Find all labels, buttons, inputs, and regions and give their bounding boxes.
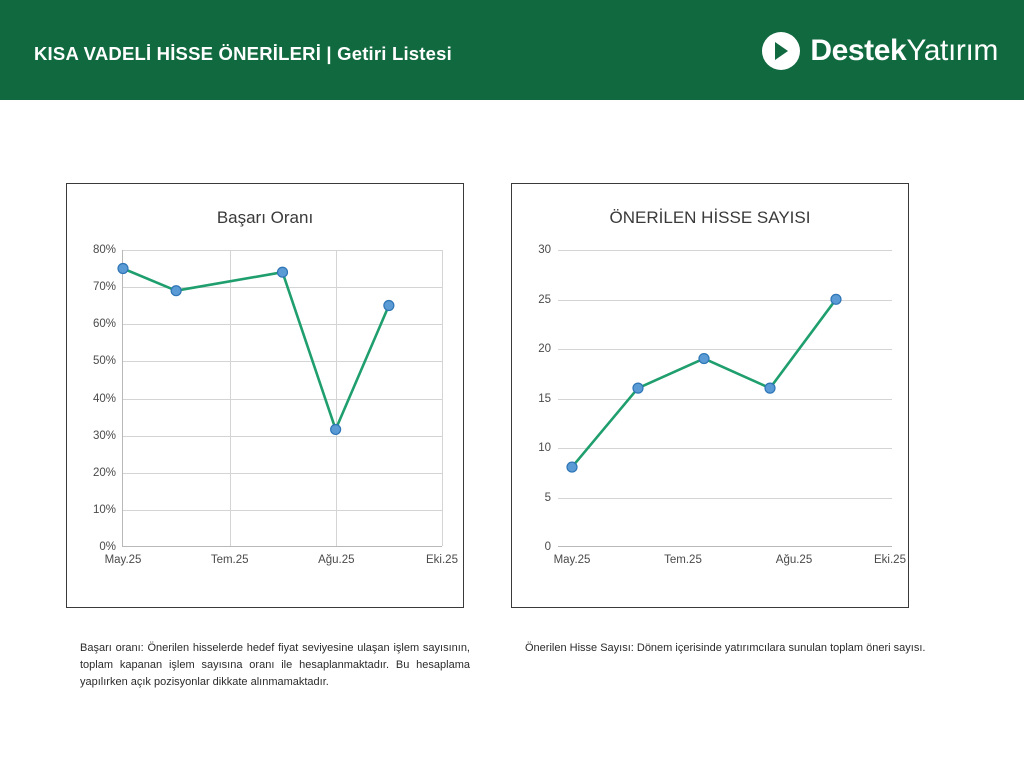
data-point-marker <box>765 383 775 393</box>
y-axis-tick-label: 60% <box>92 318 116 331</box>
data-point-marker <box>331 424 341 434</box>
chart-title-success-rate: Başarı Oranı <box>216 208 314 227</box>
brand-name-light: Yatırım <box>906 34 998 67</box>
data-point-marker <box>384 301 394 311</box>
plot-area-success-rate <box>92 244 458 566</box>
x-axis-tick-label: Eki.25 <box>874 554 906 566</box>
brand-name-bold: Destek <box>810 34 907 67</box>
page-title-secondary: Getiri Listesi <box>337 43 452 64</box>
y-axis-tick-label: 50% <box>92 355 116 368</box>
chart-panel-recommendation-count <box>511 183 909 608</box>
y-axis-tick-label: 15 <box>538 392 551 405</box>
page-title <box>34 43 452 65</box>
play-arrow-icon <box>762 32 800 70</box>
footnote-success-rate: Başarı oranı: Önerilen hisselerde hedef fiyat seviyesine ulaşan işlem sayısının, toplam kapanan işlem sayısına oranı ile hesaplanmaktadır. Bu hesaplama yapılırken açık pozisyonlar dikkate alınmamaktadır. <box>80 642 470 689</box>
x-axis-tick-label: Ağu.25 <box>775 554 813 566</box>
brand-logo <box>762 32 998 70</box>
x-axis-tick-label: May.25 <box>553 554 591 566</box>
y-axis-tick-label: 20 <box>538 343 551 355</box>
plot-area-recommendation-count <box>538 244 906 566</box>
y-axis-tick-label: 0% <box>99 541 116 553</box>
data-point-marker <box>567 462 577 472</box>
line-series-success-rate <box>123 250 442 546</box>
y-axis-tick-label: 30 <box>538 244 551 256</box>
gridline-vertical <box>442 250 443 546</box>
y-axis-tick-label: 70% <box>92 281 116 294</box>
series-line <box>123 269 389 430</box>
series-line <box>572 299 836 467</box>
footnote-recommendation-count: Önerilen Hisse Sayısı: Dönem içerisinde yatırımcılara sunulan toplam öneri sayısı. <box>525 642 926 654</box>
y-axis-tick-label: 30% <box>92 429 116 442</box>
data-point-marker <box>118 264 128 274</box>
header-bar <box>0 0 1024 100</box>
x-axis-tick-label: Tem.25 <box>210 554 249 566</box>
x-axis-tick-label: May.25 <box>104 554 142 566</box>
x-axis-tick-label: Ağu.25 <box>318 554 355 566</box>
data-point-marker <box>278 267 288 277</box>
data-point-marker <box>699 354 709 364</box>
x-axis-tick-label: Tem.25 <box>664 554 702 566</box>
y-axis-tick-label: 10 <box>538 442 551 454</box>
y-axis-tick-label: 25 <box>538 293 551 306</box>
y-axis-tick-label: 20% <box>92 466 116 479</box>
y-axis-tick-label: 0 <box>544 541 551 553</box>
page-title-primary: KISA VADELİ HİSSE ÖNERİLERİ | <box>34 43 338 64</box>
data-point-marker <box>633 383 643 393</box>
data-point-marker <box>171 286 181 296</box>
data-point-marker <box>831 294 841 304</box>
y-axis-tick-label: 80% <box>92 244 116 256</box>
y-axis-tick-label: 5 <box>544 491 551 504</box>
chart-title-recommendation-count: ÖNERİLEN HİSSE SAYISI <box>609 208 811 227</box>
brand-logo-text <box>810 34 998 68</box>
chart-panel-success-rate <box>66 183 464 608</box>
y-axis-tick-label: 10% <box>92 503 116 516</box>
x-axis-tick-label: Eki.25 <box>426 554 458 566</box>
y-axis-tick-label: 40% <box>92 392 116 405</box>
line-series-recommendation-count <box>558 250 892 546</box>
